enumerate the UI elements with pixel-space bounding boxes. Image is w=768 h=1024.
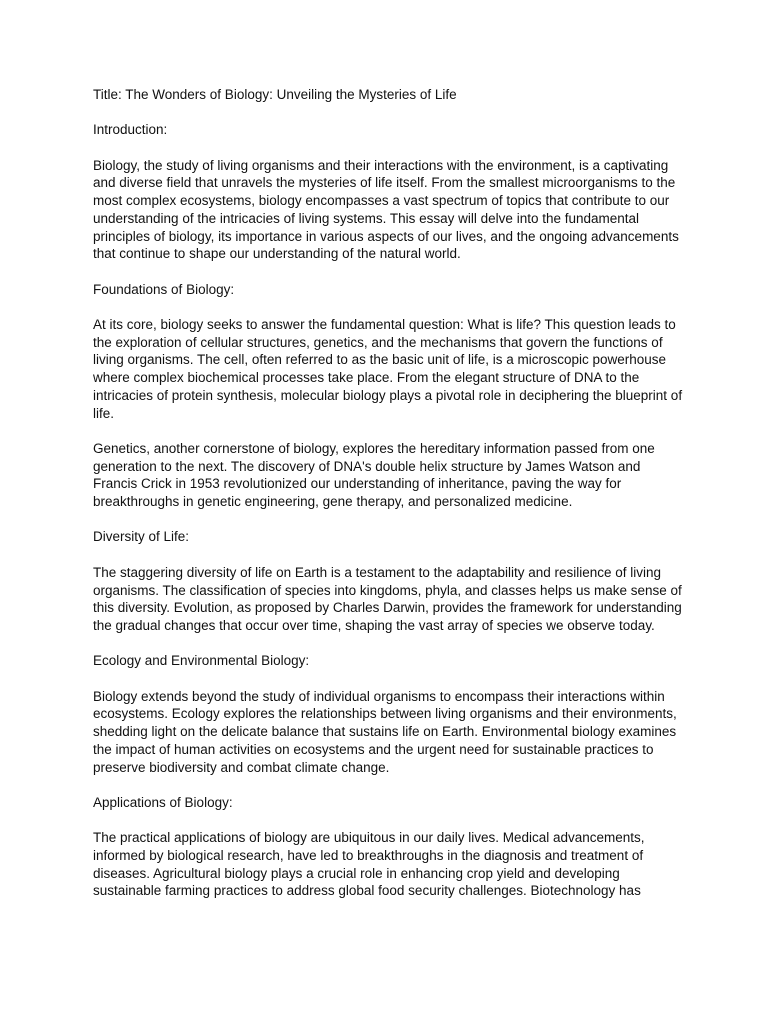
section-heading-foundations: Foundations of Biology:	[93, 281, 235, 297]
document-title: Title: The Wonders of Biology: Unveiling the Mysteries of Life	[93, 87, 457, 102]
paragraph-foundations-2: Genetics, another cornerstone of biology, explores the hereditary information passed from one generation to the next. The discovery of DNA's double helix structure by James Watson and Francis Crick in 1953 revolutionized our understanding of inheritance, paving the way for breakthroughs in genetic engineering, gene therapy, and personalized medicine.	[93, 440, 655, 510]
section-heading-introduction: Introduction:	[93, 122, 168, 138]
paragraph-foundations-1: At its core, biology seeks to answer the fundamental question: What is life? This question leads to the exploration of cellular structures, genetics, and the mechanisms that govern the functions of living organisms. The cell, often referred to as the basic unit of life, is a microscopic powerhouse where complex biochemical processes take place. From the elegant structure of DNA to the intricacies of protein synthesis, molecular biology plays a pivotal role in deciphering the blueprint of life.	[93, 317, 683, 421]
paragraph-introduction: Biology, the study of living organisms and their interactions with the environment, is a captivating and diverse field that unravels the mysteries of life itself. From the smallest microorganisms to the most complex ecosystems, biology encompasses a vast spectrum of topics that contribute to our understanding of the intricacies of living systems. This essay will delve into the fundamental principles of biology, its importance in various aspects of our lives, and the ongoing advancements that continue to shape our understanding of the natural world.	[93, 157, 679, 262]
document-page	[93, 86, 683, 918]
paragraph-ecology: Biology extends beyond the study of individual organisms to encompass their interactions within ecosystems. Ecology explores the relationships between living organisms and their environments, shedding light on the delicate balance that sustains life on Earth. Environmental biology examines the impact of human activities on ecosystems and the urgent need for sustainable practices to preserve biodiversity and combat climate change.	[93, 688, 677, 775]
section-heading-diversity: Diversity of Life:	[93, 529, 190, 545]
paragraph-applications: The practical applications of biology are ubiquitous in our daily lives. Medical advancements, informed by biological research, have led to breakthroughs in the diagnosis and treatment of diseases. Agricultural biology plays a crucial role in enhancing crop yield and developing sustainable farming practices to address global food security challenges. Biotechnology has	[93, 830, 645, 899]
paragraph-diversity: The staggering diversity of life on Earth is a testament to the adaptability and resilience of living organisms. The classification of species into kingdoms, phyla, and classes helps us make sense of this diversity. Evolution, as proposed by Charles Darwin, provides the framework for understanding the gradual changes that occur over time, shaping the vast array of species we observe today.	[93, 564, 682, 633]
section-heading-applications: Applications of Biology:	[93, 794, 233, 810]
section-heading-ecology: Ecology and Environmental Biology:	[93, 653, 310, 669]
